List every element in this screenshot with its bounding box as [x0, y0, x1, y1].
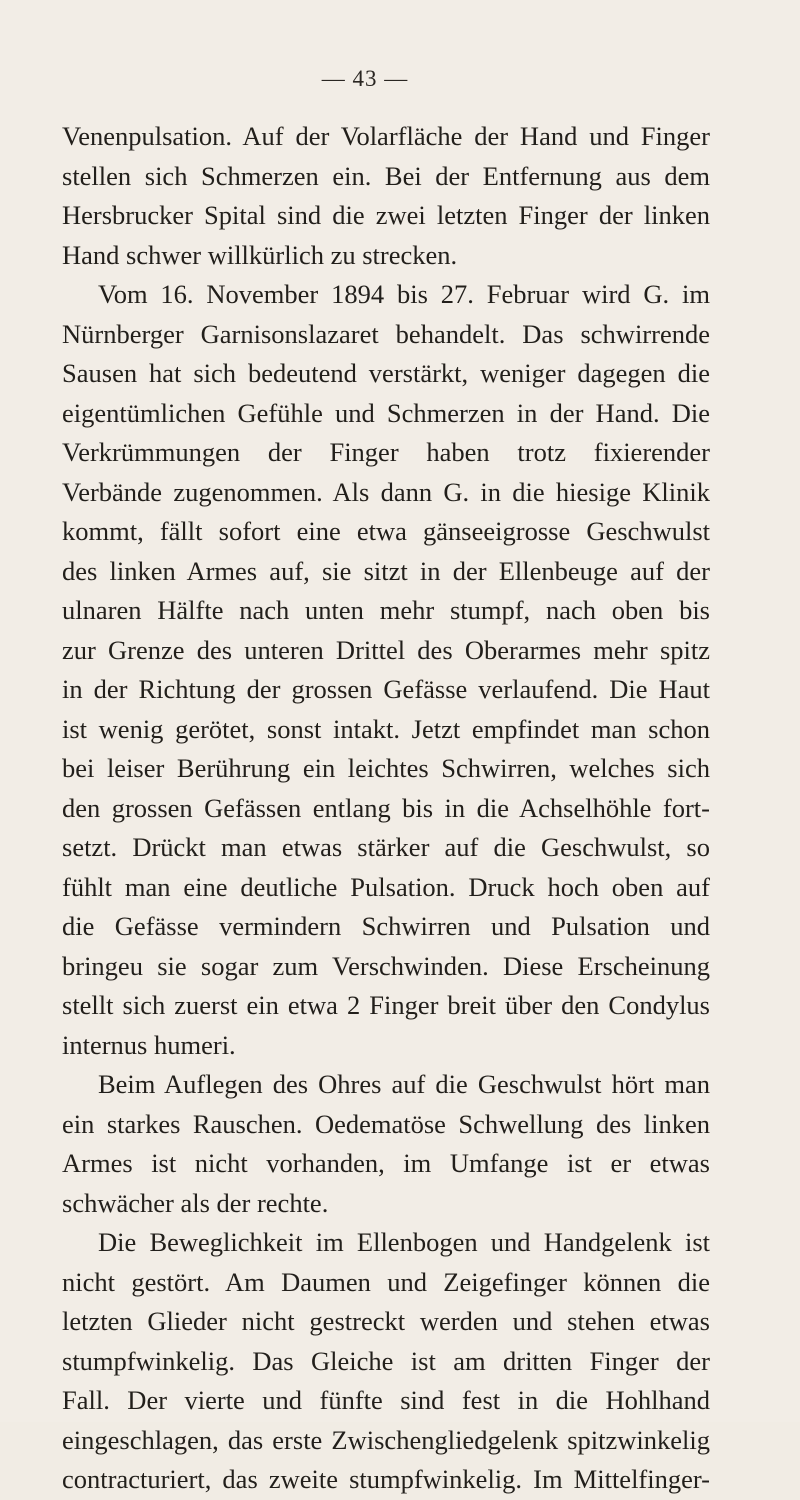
text-line: Beim Auflegen des Ohres auf die Geschwulst hört man: [98, 1069, 710, 1099]
text-line: Venenpulsation. Auf der Volarfläche der Hand und Finger: [62, 121, 710, 151]
text-line: stumpfwinkelig. Das Gleiche ist am dritten Finger der: [62, 1345, 710, 1376]
text-line: bei leiser Berührung ein leichtes Schwirren, welches sich: [62, 753, 710, 783]
text-line: die Gefässe vermindern Schwirren und Pulsation und: [62, 911, 710, 941]
text-line: internus humeri.: [62, 1029, 236, 1060]
text-line: Nürnberger Garnisonslazaret behandelt. Das schwirrende: [62, 318, 710, 349]
text-line: Hand schwer willkürlich zu strecken.: [62, 239, 458, 270]
text-line: bringeu sie sogar zum Verschwinden. Diese Erscheinung: [62, 950, 710, 981]
text-line: ein starkes Rauschen. Oedematöse Schwellung des linken: [62, 1108, 710, 1139]
text-line: kommt, fällt sofort eine etwa gänseeigrosse Geschwulst: [62, 516, 710, 546]
text-line: setzt. Drückt man etwas stärker auf die Geschwulst, so: [62, 832, 710, 862]
text-line: Verkrümmungen der Finger haben trotz fixierender: [62, 437, 710, 467]
text-line: ist wenig gerötet, sonst intakt. Jetzt empfindet man schon: [62, 713, 710, 744]
text-line: fühlt man eine deutliche Pulsation. Druck hoch oben auf: [62, 871, 710, 902]
text-line: Fall. Der vierte und fünfte sind fest in die Hohlhand: [62, 1385, 710, 1415]
text-line: ulnaren Hälfte nach unten mehr stumpf, nach oben bis: [62, 595, 710, 625]
text-line: Armes ist nicht vorhanden, im Umfange ist er etwas: [62, 1148, 710, 1178]
text-line: letzten Glieder nicht gestreckt werden und stehen etwas: [62, 1306, 710, 1336]
page-number: — 43 —: [321, 66, 409, 91]
text-line: stellen sich Schmerzen ein. Bei der Entfernung aus dem: [62, 160, 710, 191]
text-line: Hersbrucker Spital sind die zwei letzten Finger der linken: [62, 200, 710, 230]
text-line: eigentümlichen Gefühle und Schmerzen in der Hand. Die: [62, 397, 710, 428]
text-line: Sausen hat sich bedeutend verstärkt, weniger dagegen die: [62, 358, 710, 388]
body-text: [62, 117, 710, 1500]
text-line: contracturiert, das zweite stumpfwinkelig. Im Mittelfinger-: [62, 1464, 710, 1494]
text-line: Die Beweglichkeit im Ellenbogen und Handgelenk ist: [98, 1227, 710, 1257]
text-line: Verbände zugenommen. Als dann G. in die hiesige Klinik: [62, 476, 710, 507]
text-line: stellt sich zuerst ein etwa 2 Finger breit über den Condylus: [62, 990, 710, 1020]
text-line: Vom 16. November 1894 bis 27. Februar wird G. im: [98, 279, 710, 309]
text-line: des linken Armes auf, sie sitzt in der Ellenbeuge auf der: [62, 555, 710, 586]
text-line: den grossen Gefässen entlang bis in die Achselhöhle fort-: [62, 792, 710, 823]
text-line: schwächer als der rechte.: [62, 1187, 329, 1218]
text-line: in der Richtung der grossen Gefässe verlaufend. Die Haut: [62, 674, 710, 704]
text-line: nicht gestört. Am Daumen und Zeigefinger können die: [62, 1266, 710, 1297]
text-line: zur Grenze des unteren Drittel des Oberarmes mehr spitz: [62, 634, 710, 665]
text-line: eingeschlagen, das erste Zwischengliedgelenk spitzwinkelig: [62, 1424, 710, 1455]
